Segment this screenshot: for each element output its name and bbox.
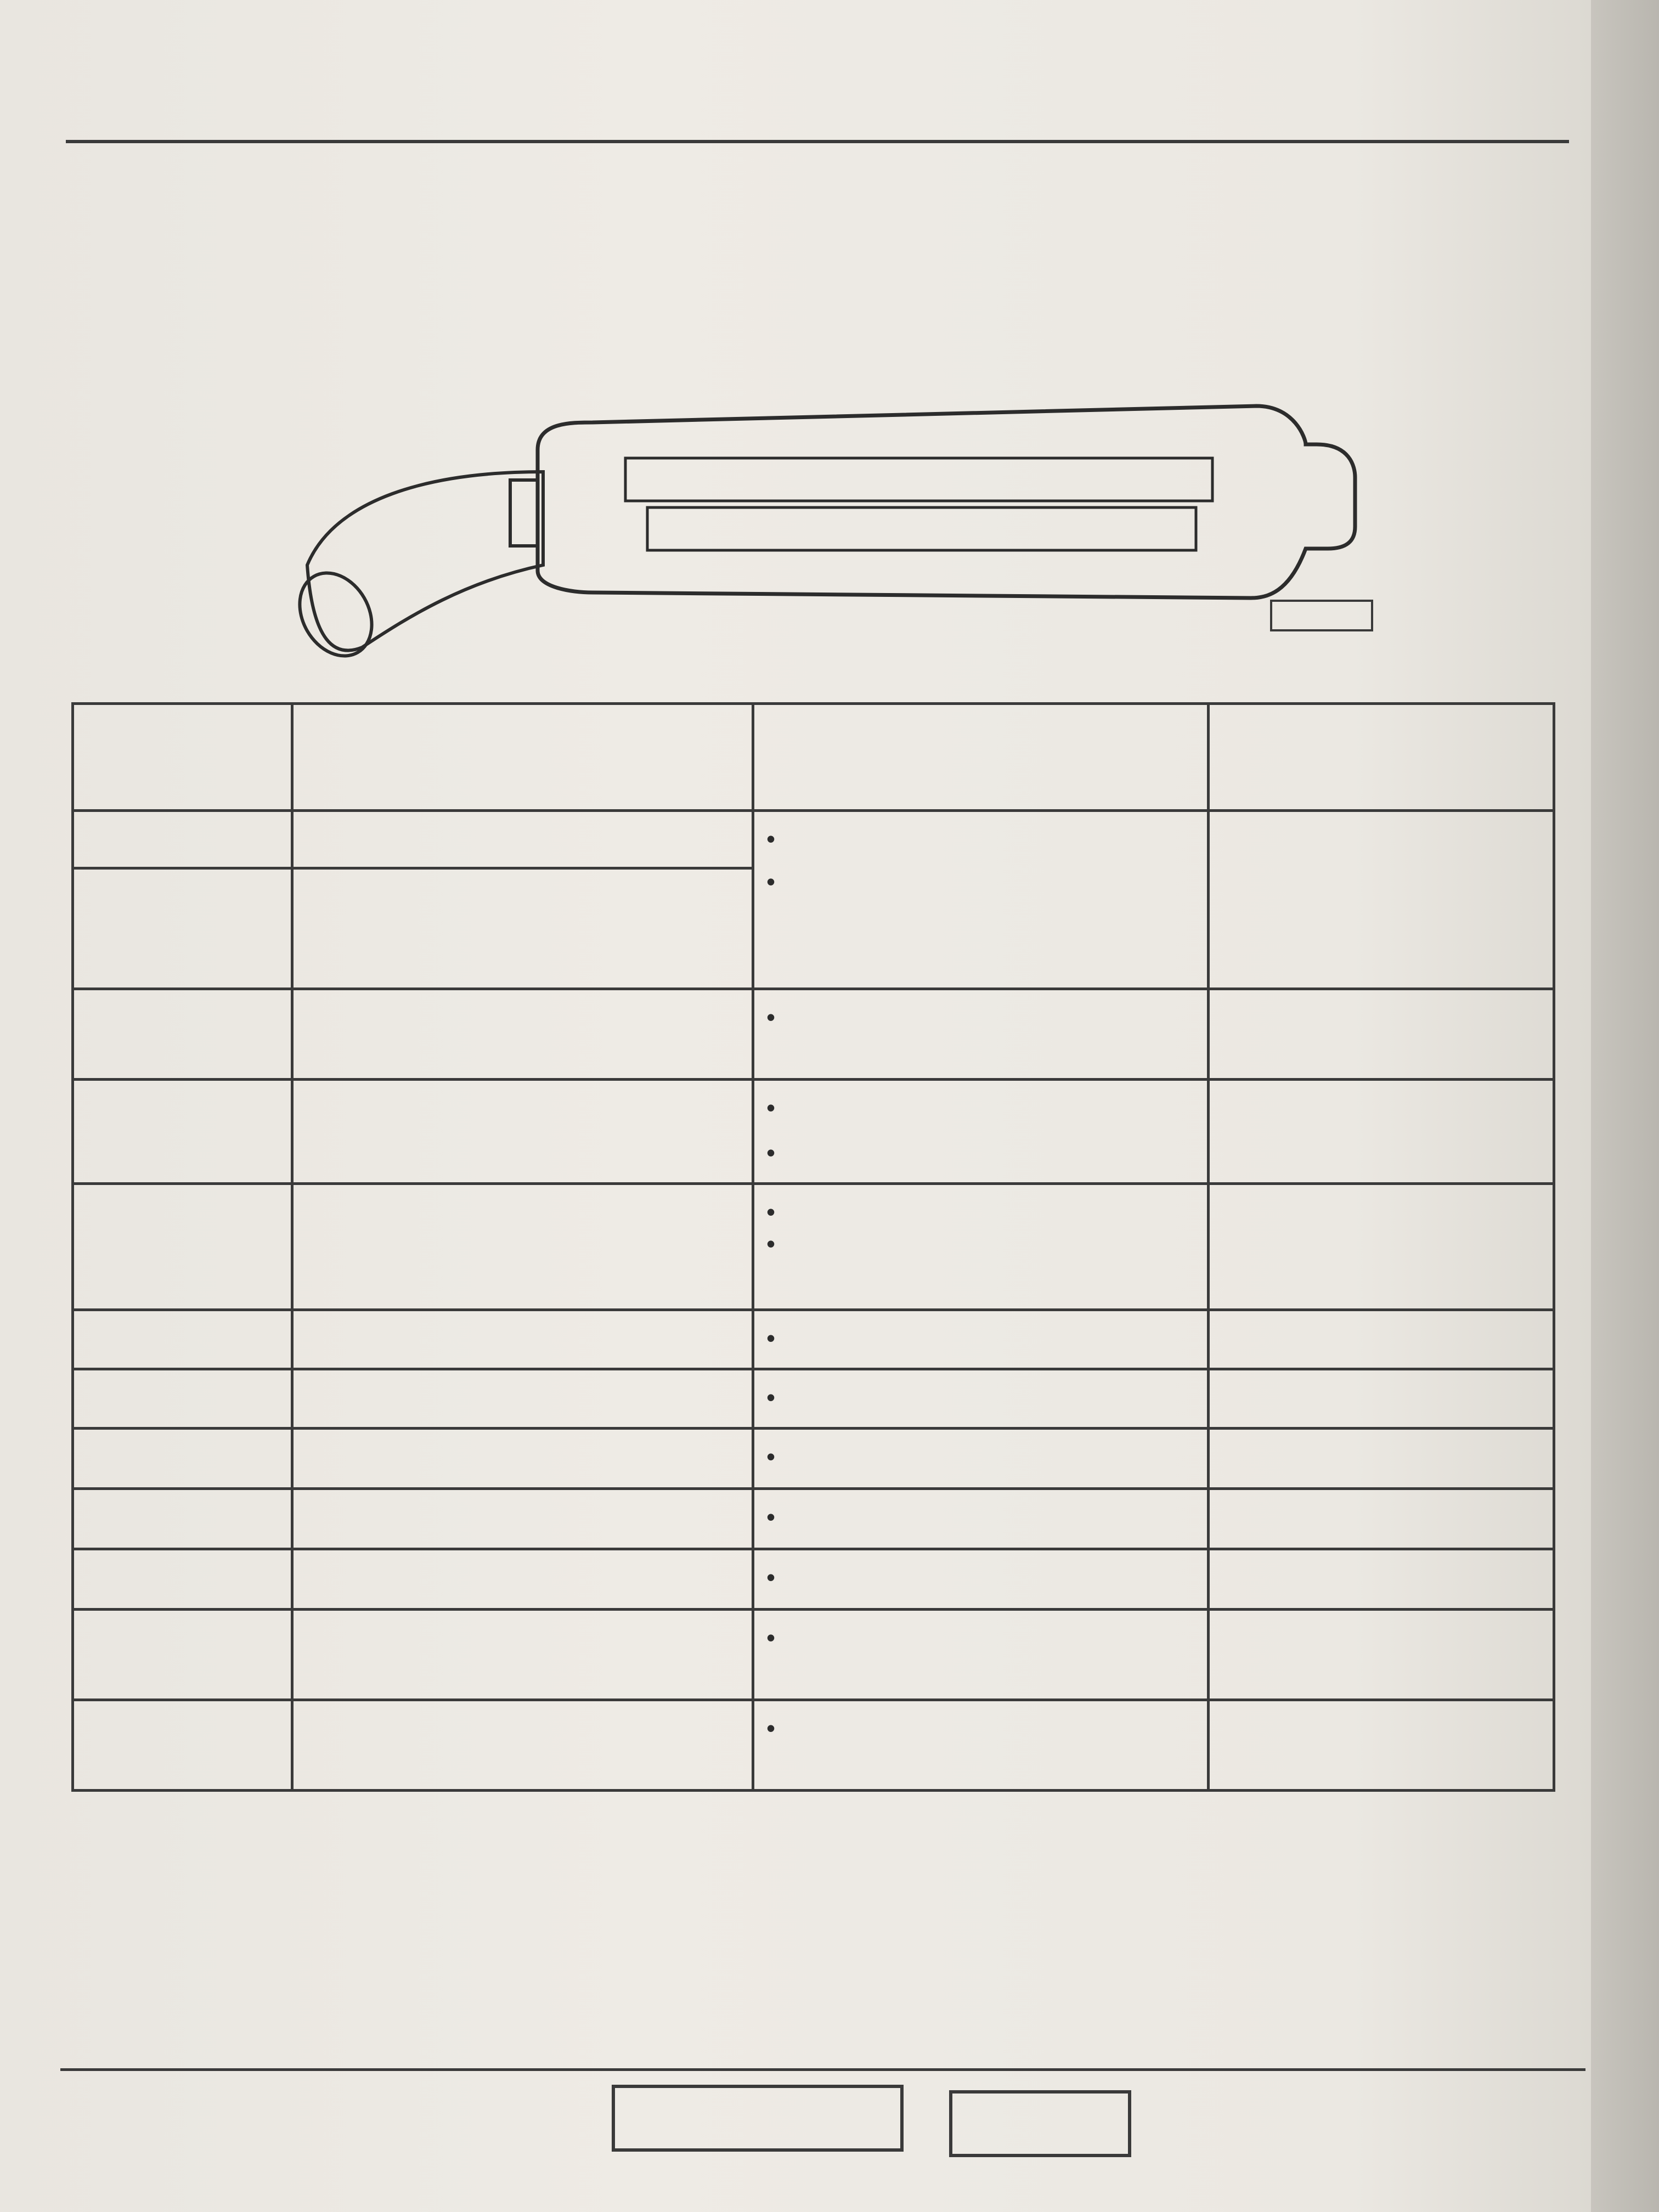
header-checks [753,704,1209,811]
table-row [73,1489,1554,1549]
component-cell [292,1610,753,1700]
component-cell [292,1369,753,1429]
terminal-cell [73,868,292,989]
component-cell [292,1549,753,1610]
table-row [73,1610,1554,1700]
page-edge [1591,0,1659,2212]
header-specs [1209,704,1554,811]
table-row [73,811,1554,868]
connector-clip [510,480,538,546]
table-row [73,1549,1554,1610]
terminal-cell [73,1610,292,1700]
tag-water-cooled [612,2085,904,2152]
wire-loom-end [285,560,386,669]
spec-table [71,702,1555,1792]
checks-cell [753,1489,1209,1549]
pin-row-top [625,458,1212,501]
terminal-cell [73,1184,292,1310]
specs-cell [1209,1549,1554,1610]
component-cell [292,989,753,1080]
terminal-cell [73,989,292,1080]
specs-cell [1209,1700,1554,1791]
specs-cell [1209,811,1554,989]
specs-cell [1209,989,1554,1080]
checks-cell [753,1184,1209,1310]
table-row [73,1184,1554,1310]
table-row [73,1080,1554,1184]
terminal-cell [73,1429,292,1489]
figure-id [1270,600,1373,631]
component-cell [292,1429,753,1489]
specs-cell [1209,1184,1554,1310]
checks-cell [753,989,1209,1080]
specs-cell [1209,1080,1554,1184]
specs-cell [1209,1429,1554,1489]
terminal-cell [73,1369,292,1429]
header-rule [66,140,1569,143]
table-row [73,1369,1554,1429]
terminal-cell [73,1549,292,1610]
footer-rule [60,2068,1585,2071]
specs-cell [1209,1610,1554,1700]
specs-cell [1209,1489,1554,1549]
checks-cell [753,1700,1209,1791]
table-row [73,1429,1554,1489]
checks-cell [753,1369,1209,1429]
specs-cell [1209,1369,1554,1429]
checks-cell [753,811,1209,989]
checks-cell [753,1310,1209,1369]
table-row [73,1700,1554,1791]
component-cell [292,811,753,868]
terminal-cell [73,1310,292,1369]
specs-cell [1209,1310,1554,1369]
component-cell [292,1310,753,1369]
checks-cell [753,1549,1209,1610]
component-cell [292,1184,753,1310]
component-cell [292,1080,753,1184]
connector-diagram [285,384,1383,680]
checks-cell [753,1080,1209,1184]
terminal-cell [73,1080,292,1184]
terminal-cell [73,1489,292,1549]
table-header-row [73,704,1554,811]
terminal-cell [73,811,292,868]
component-cell [292,1700,753,1791]
table-row [73,989,1554,1080]
table-row [73,1310,1554,1369]
checks-cell [753,1429,1209,1489]
component-cell [292,868,753,989]
component-cell [292,1489,753,1549]
terminal-cell [73,1700,292,1791]
checks-cell [753,1610,1209,1700]
pin-row-bottom [647,507,1196,550]
header-components [292,704,753,811]
header-terminal [73,704,292,811]
wire-loom [307,472,543,651]
tag-digijet [949,2090,1131,2157]
